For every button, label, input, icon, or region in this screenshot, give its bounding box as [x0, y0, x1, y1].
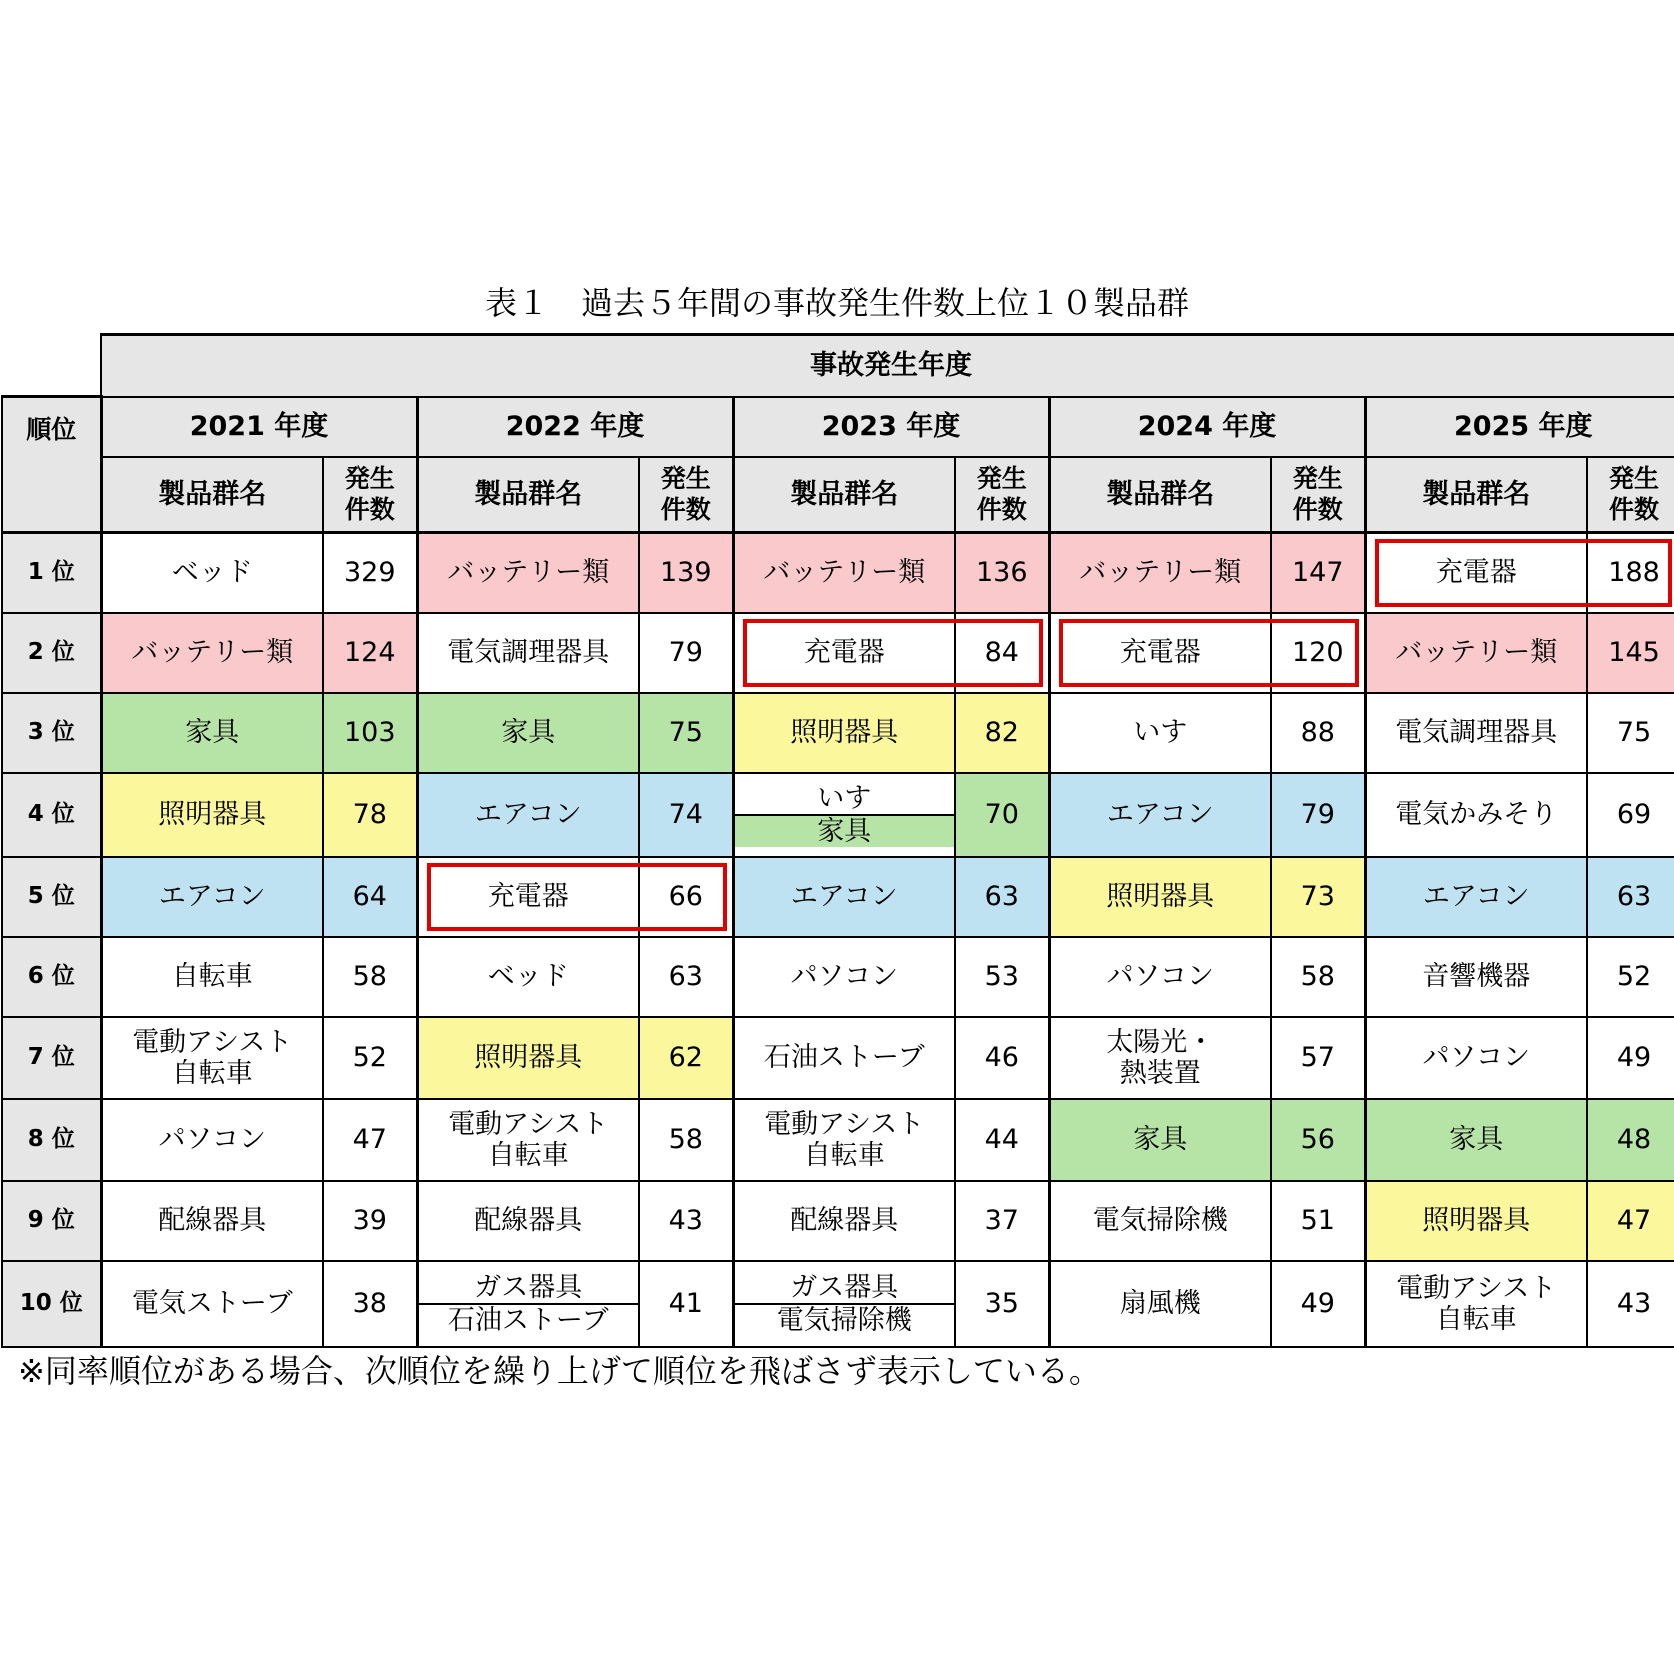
- table-row: [2, 1261, 1674, 1347]
- table-row: [2, 693, 1674, 773]
- header-row-years: [2, 397, 1674, 457]
- count-cell: 63: [639, 937, 733, 1017]
- product-group-name-header: 製品群名: [1365, 457, 1587, 533]
- count-cell: 47: [323, 1099, 417, 1181]
- product-name-cell: 扇風機: [1049, 1261, 1271, 1347]
- product-name-cell: 電気調理器具: [1365, 693, 1587, 773]
- product-name-line: 太陽光・: [1106, 1026, 1215, 1058]
- count-cell: 69: [1587, 773, 1674, 857]
- accident-year-group-header: 事故発生年度: [101, 335, 1674, 397]
- count-header: [323, 457, 417, 533]
- product-name-cell: 家具: [1365, 1099, 1587, 1181]
- product-name-cell: 照明器具: [417, 1017, 639, 1099]
- count-header-line-1: 発生: [660, 464, 711, 494]
- product-name-cell: エアコン: [1049, 773, 1271, 857]
- table-row: [2, 613, 1674, 693]
- product-name-cell: [733, 773, 955, 857]
- product-name-cell: 照明器具: [101, 773, 323, 857]
- table-row: [2, 1017, 1674, 1099]
- count-header: [1271, 457, 1365, 533]
- table-row: [2, 1099, 1674, 1181]
- table-row: [2, 937, 1674, 1017]
- product-name-cell: 充電器: [1365, 533, 1587, 613]
- count-cell: 58: [1271, 937, 1365, 1017]
- count-cell: 46: [955, 1017, 1049, 1099]
- count-cell: 79: [639, 613, 733, 693]
- product-name-cell: [733, 1099, 955, 1181]
- year-header: 2022 年度: [417, 397, 733, 457]
- count-cell: 52: [323, 1017, 417, 1099]
- count-header: [1587, 457, 1674, 533]
- rank-cell: 2 位: [2, 613, 101, 693]
- tied-product-name: 家具: [735, 814, 955, 847]
- count-cell: 47: [1587, 1181, 1674, 1261]
- count-cell: 124: [323, 613, 417, 693]
- tied-product-name: いす: [735, 783, 955, 814]
- product-name-cell: パソコン: [733, 937, 955, 1017]
- count-header-line-2: 件数: [660, 495, 711, 525]
- count-cell: 51: [1271, 1181, 1365, 1261]
- tied-product-name: ガス器具: [419, 1272, 639, 1303]
- count-cell: 49: [1271, 1261, 1365, 1347]
- tied-product-name: ガス器具: [735, 1272, 955, 1303]
- count-cell: 48: [1587, 1099, 1674, 1181]
- count-cell: 79: [1271, 773, 1365, 857]
- count-cell: 145: [1587, 613, 1674, 693]
- product-name-line: 電動アシスト: [764, 1108, 925, 1140]
- count-cell: 63: [955, 857, 1049, 937]
- count-cell: 188: [1587, 533, 1674, 613]
- product-name-cell: バッテリー類: [733, 533, 955, 613]
- count-cell: 64: [323, 857, 417, 937]
- count-cell: 75: [639, 693, 733, 773]
- product-name-cell: エアコン: [1365, 857, 1587, 937]
- count-cell: 41: [639, 1261, 733, 1347]
- product-name-cell: 自転車: [101, 937, 323, 1017]
- product-name-cell: 充電器: [733, 613, 955, 693]
- product-name-cell: 電気かみそり: [1365, 773, 1587, 857]
- product-name-line: 熱装置: [1119, 1057, 1201, 1089]
- product-name-cell: 照明器具: [733, 693, 955, 773]
- count-cell: 43: [1587, 1261, 1674, 1347]
- product-name-cell: パソコン: [101, 1099, 323, 1181]
- count-cell: 73: [1271, 857, 1365, 937]
- product-name-line: 電動アシスト: [448, 1108, 609, 1140]
- tied-products: [735, 783, 955, 847]
- table-title: 表１ 過去５年間の事故発生件数上位１０製品群: [484, 284, 1189, 322]
- count-header-line-1: 発生: [344, 464, 395, 494]
- product-name-line: 電動アシスト: [1396, 1272, 1557, 1304]
- tied-products: [735, 1272, 955, 1336]
- count-header-line-1: 発生: [976, 464, 1027, 494]
- product-name-line: 自転車: [1435, 1303, 1517, 1335]
- tied-product-name: 電気掃除機: [735, 1303, 955, 1336]
- footnote: ※同率順位がある場合、次順位を繰り上げて順位を飛ばさず表示している。: [18, 1352, 1101, 1390]
- product-name-line: 自転車: [171, 1057, 253, 1089]
- count-cell: 84: [955, 613, 1049, 693]
- table-row: [2, 533, 1674, 613]
- count-cell: 58: [639, 1099, 733, 1181]
- product-name-cell: 充電器: [1049, 613, 1271, 693]
- count-cell: 78: [323, 773, 417, 857]
- rank-cell: 5 位: [2, 857, 101, 937]
- year-header: 2021 年度: [101, 397, 417, 457]
- product-name-cell: 電気掃除機: [1049, 1181, 1271, 1261]
- count-cell: 74: [639, 773, 733, 857]
- product-name-cell: [1049, 1017, 1271, 1099]
- count-header-line-2: 件数: [1609, 495, 1660, 525]
- product-name-line: 自転車: [487, 1139, 569, 1171]
- count-cell: 35: [955, 1261, 1049, 1347]
- product-name-cell: [417, 1261, 639, 1347]
- table-row: [2, 1181, 1674, 1261]
- product-name-cell: 配線器具: [417, 1181, 639, 1261]
- count-cell: 57: [1271, 1017, 1365, 1099]
- count-header-line-2: 件数: [344, 495, 395, 525]
- product-name-cell: バッテリー類: [101, 613, 323, 693]
- tied-products: [419, 1272, 639, 1336]
- count-cell: 82: [955, 693, 1049, 773]
- rank-cell: 10 位: [2, 1261, 101, 1347]
- year-header: 2024 年度: [1049, 397, 1365, 457]
- product-name-cell: [733, 1261, 955, 1347]
- count-cell: 147: [1271, 533, 1365, 613]
- count-header: [955, 457, 1049, 533]
- product-group-name-header: 製品群名: [1049, 457, 1271, 533]
- rank-cell: 4 位: [2, 773, 101, 857]
- count-cell: 136: [955, 533, 1049, 613]
- product-name-cell: バッテリー類: [417, 533, 639, 613]
- rank-cell: 1 位: [2, 533, 101, 613]
- product-name-line: 自転車: [803, 1139, 885, 1171]
- count-cell: 49: [1587, 1017, 1674, 1099]
- rank-cell: 7 位: [2, 1017, 101, 1099]
- count-cell: 63: [1587, 857, 1674, 937]
- product-name-cell: バッテリー類: [1365, 613, 1587, 693]
- tied-product-name: 石油ストーブ: [419, 1303, 639, 1336]
- product-name-cell: 充電器: [417, 857, 639, 937]
- table-row: [2, 857, 1674, 937]
- count-cell: 103: [323, 693, 417, 773]
- count-cell: 53: [955, 937, 1049, 1017]
- count-cell: 43: [639, 1181, 733, 1261]
- product-name-cell: [1365, 1261, 1587, 1347]
- count-cell: 329: [323, 533, 417, 613]
- count-header-line-1: 発生: [1609, 464, 1660, 494]
- product-name-cell: [101, 1017, 323, 1099]
- rank-header: 順位: [2, 397, 101, 533]
- product-name-cell: ベッド: [101, 533, 323, 613]
- product-name-cell: 石油ストーブ: [733, 1017, 955, 1099]
- product-name-cell: 照明器具: [1049, 857, 1271, 937]
- accident-ranking-table: [1, 333, 1674, 1348]
- product-name-cell: いす: [1049, 693, 1271, 773]
- count-cell: 44: [955, 1099, 1049, 1181]
- product-name-line: 電動アシスト: [132, 1026, 293, 1058]
- count-cell: 58: [323, 937, 417, 1017]
- product-name-cell: 家具: [101, 693, 323, 773]
- product-name-cell: 音響機器: [1365, 937, 1587, 1017]
- header-row-columns: [2, 457, 1674, 533]
- count-header-line-1: 発生: [1292, 464, 1343, 494]
- rank-cell: 3 位: [2, 693, 101, 773]
- product-name-cell: 家具: [417, 693, 639, 773]
- count-cell: 88: [1271, 693, 1365, 773]
- count-cell: 70: [955, 773, 1049, 857]
- table-row: [2, 773, 1674, 857]
- count-header: [639, 457, 733, 533]
- count-cell: 66: [639, 857, 733, 937]
- count-cell: 56: [1271, 1099, 1365, 1181]
- product-name-cell: 配線器具: [101, 1181, 323, 1261]
- count-header-line-2: 件数: [976, 495, 1027, 525]
- count-cell: 52: [1587, 937, 1674, 1017]
- count-cell: 62: [639, 1017, 733, 1099]
- product-group-name-header: 製品群名: [733, 457, 955, 533]
- product-name-cell: エアコン: [101, 857, 323, 937]
- product-name-cell: 照明器具: [1365, 1181, 1587, 1261]
- product-name-cell: 配線器具: [733, 1181, 955, 1261]
- header-row-group: [2, 335, 1674, 397]
- corner-blank: [2, 335, 101, 397]
- product-group-name-header: 製品群名: [417, 457, 639, 533]
- product-name-cell: 家具: [1049, 1099, 1271, 1181]
- rank-cell: 8 位: [2, 1099, 101, 1181]
- count-cell: 38: [323, 1261, 417, 1347]
- year-header: 2025 年度: [1365, 397, 1674, 457]
- rank-cell: 9 位: [2, 1181, 101, 1261]
- product-name-cell: エアコン: [417, 773, 639, 857]
- product-name-cell: 電気ストーブ: [101, 1261, 323, 1347]
- count-cell: 37: [955, 1181, 1049, 1261]
- count-cell: 120: [1271, 613, 1365, 693]
- year-header: 2023 年度: [733, 397, 1049, 457]
- product-name-cell: パソコン: [1049, 937, 1271, 1017]
- product-name-cell: パソコン: [1365, 1017, 1587, 1099]
- count-cell: 139: [639, 533, 733, 613]
- product-name-cell: バッテリー類: [1049, 533, 1271, 613]
- product-name-cell: 電気調理器具: [417, 613, 639, 693]
- count-header-line-2: 件数: [1292, 495, 1343, 525]
- product-name-cell: エアコン: [733, 857, 955, 937]
- rank-cell: 6 位: [2, 937, 101, 1017]
- product-name-cell: ベッド: [417, 937, 639, 1017]
- product-group-name-header: 製品群名: [101, 457, 323, 533]
- count-cell: 39: [323, 1181, 417, 1261]
- count-cell: 75: [1587, 693, 1674, 773]
- product-name-cell: [417, 1099, 639, 1181]
